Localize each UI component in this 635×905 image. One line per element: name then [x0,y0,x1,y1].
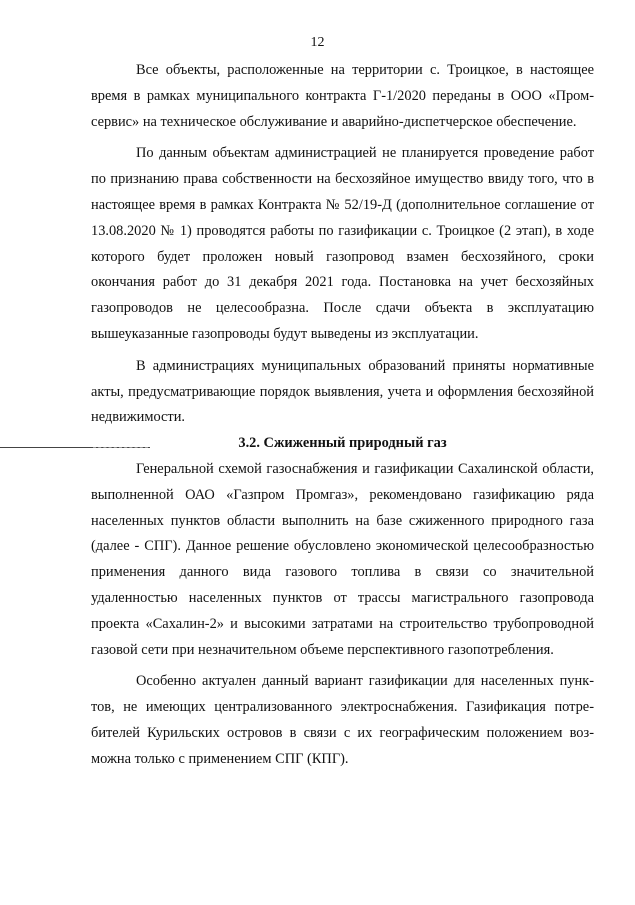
paragraph-lng-scheme: Генеральной схемой газоснабжения и газификации Сахалинской области, выполненной ОАО «Газпром Промгаз», рекомендовано газификацию ряда населенных пунктов области выполнить на базе сжиженного природного газа (далее - СПГ). Данное решение обусловлено экономической целесообразностью применения данного вида газового топлива в связи со значительной удаленностью населенных пунктов от трассы магистрального газопровода проекта «Сахалин-2» и высокими затратами на строительство трубопроводной газовой сети при незначительном объеме перспективного газопотребления. [91,460,594,658]
margin-rule-dashed [93,447,148,448]
document-body [91,58,594,773]
paragraph-ownerless-property: По данным объектам администрацией не планируется проведение работ по признанию права собственности на бесхозяйное имущество ввиду того, что в настоящее время в рамках Контракта № 52/19-Д (дополнительное соглашение от 13.08.2020 № 1) проводятся работы по газификации с. Троицкое (2 этап), в ходе которого будет проложен новый газопровод взамен бесхозяйного, сроки окончания работ до 31 декабря 2021 года. Постановка на учет бесхозяйных газопроводов не целесообразна. После сдачи объекта в эксплуатацию вышеуказанные газопроводы будут выведены из эксплуатации. [91,145,594,342]
section-heading-wrapper [91,431,594,457]
paragraph-troitskoe-objects: Все объекты, расположенные на территории с. Троицкое, в настоящее время в рамках муниципального контракта Г-1/2020 переданы в ООО «Промсервис» на техническое обслуживание и аварийно-диспетчерское обеспечение. [91,62,594,130]
section-heading: 3.2. Сжиженный природный газ [238,435,447,452]
page-number: 12 [310,35,325,50]
paragraph-municipal-acts: В администрациях муниципальных образований приняты нормативные акты, предусматривающие порядок выявления, учета и оформления бесхозяйной недвижимости. [91,357,594,426]
paragraph-kuril-islands: Особенно актуален данный вариант газификации для населенных пунктов, не имеющих централизованного электроснабжения. Газификация потребителей Курильских островов в связи с их географическим положением возможна только с применением СПГ (КПГ). [91,673,594,767]
